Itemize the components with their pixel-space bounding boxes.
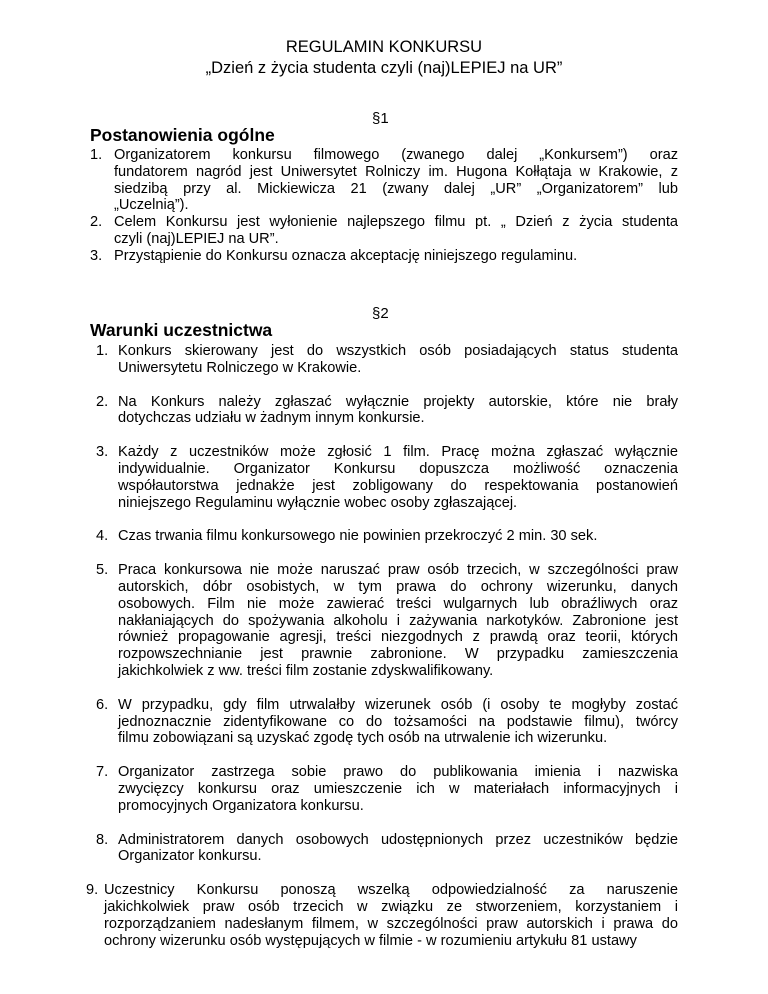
list-item-line: Uczestnicy Konkursu ponoszą wszelką odpowiedzialność za naruszenie [104,882,678,899]
list-item [0,394,768,428]
section-2-mark: §2 [372,305,389,322]
list-item-number: 3. [90,247,103,264]
list-item-line: „Uczelnią”). [114,197,189,214]
list-item-line: czyli (naj)LEPIEJ na UR”. [114,230,279,247]
list-item-text [114,248,678,265]
list-item-line: W przypadku, gdy film utrwalałby wizerunek osób (i osoby te mogłyby zostać [118,696,678,713]
list-item-line: jakichkolwiek z ww. treści film zostanie zdyskwalifikowany. [118,662,494,679]
list-item [0,444,768,511]
list-item-number: 1. [90,147,103,163]
section-2-list [0,343,768,949]
list-item-text [118,528,678,545]
list-item-line: Administratorem danych osobowych udostępnionych przez uczestników będzie [118,831,678,848]
list-item-line: promocyjnych Organizatora konkursu. [118,797,364,814]
list-item-number: 6. [96,696,109,713]
list-item [0,343,768,377]
list-item-line: Każdy z uczestników może zgłosić 1 film. Pracę można zgłaszać wyłącznie [118,444,678,461]
list-item-line: Organizator zastrzega sobie prawo do publikowania imienia i nazwiska [118,764,678,781]
list-item-line: Czas trwania filmu konkursowego nie powinien przekroczyć 2 min. 30 sek. [118,528,598,545]
list-item-text [114,214,678,248]
list-item-text [118,832,678,866]
list-item-number: 2. [90,214,103,231]
list-item-text [104,882,678,949]
list-item [0,697,768,747]
list-item-line: siedzibą przy al. Mickiewicza 21 (zwany dalej „UR” „Organizatorem” lub [114,180,678,197]
section-1-heading: Postanowienia ogólne [90,125,275,145]
section-2-heading: Warunki uczestnictwa [90,320,273,340]
title-line-1: REGULAMIN KONKURSU [285,38,483,56]
list-item-number: 3. [96,444,109,461]
list-item-line: fundatorem nagród jest Uniwersytet Rolniczy im. Hugona Kołłątaja w Krakowie, z [114,163,678,180]
list-item-text [118,562,678,680]
list-item-text [118,444,678,511]
list-item-line: autorskich, dóbr osobistych, w tym prawa do ochrony wizerunku, danych [118,578,678,595]
list-item-line: ochrony wizerunku osób występujących w filmie - w rozumieniu artykułu 81 ustawy [104,932,637,949]
list-item-number: 8. [96,831,109,848]
title-line-2: „Dzień z życia studenta czyli (naj)LEPIEJ na UR” [205,59,563,77]
list-item-line: współautorstwa jednakże jest zobligowany do respektowania postanowień [118,477,678,494]
list-item-line: dotychczas udziału w żadnym innym konkursie. [118,410,425,427]
list-item [0,248,768,265]
list-item-text [118,764,678,814]
list-item [0,562,768,680]
section-1-list [0,147,768,265]
list-item-number: 7. [96,764,109,781]
list-item-line: filmu zobowiązani są uzyskać zgodę tych osób na utrwalenie ich wizerunku. [118,730,608,747]
list-item-line: Celem Konkursu jest wyłonienie najlepszego filmu pt. „ Dzień z życia studenta [114,214,678,231]
list-item-text [118,394,678,428]
list-item-number: 5. [96,562,109,579]
list-item-line: rozporządzaniem nadesłanym filmem, w szczególności praw autorskich i prawa do [104,915,678,932]
list-item-text [118,697,678,747]
list-item-line: Uniwersytetu Rolniczego w Krakowie. [118,359,362,376]
list-item-number: 2. [96,393,109,410]
list-item-line: jakichkolwiek praw osób trzecich w związku ze stworzeniem, korzystaniem i [104,898,678,915]
list-item [0,528,768,545]
list-item-line: Praca konkursowa nie może naruszać praw osób trzecich, w szczególności praw [118,562,678,579]
list-item-line: Organizatorem konkursu filmowego (zwanego dalej „Konkursem”) oraz [114,147,678,163]
section-1-mark: §1 [372,110,389,127]
list-item-line: jednoznacznie zidentyfikowane co do tożsamości na podstawie filmu), twórcy [118,713,678,730]
list-item-number: 9. [86,882,99,899]
list-item-line: Na Konkurs należy zgłaszać wyłącznie projekty autorskie, które nie brały [118,393,678,410]
list-item-line: Konkurs skierowany jest do wszystkich osób posiadających status studenta [118,343,678,359]
list-item-line: indywidualnie. Organizator Konkursu dopuszcza możliwość oznaczenia [118,460,678,477]
list-item-text [118,343,678,377]
list-item-line: zwycięzcy konkursu oraz umieszczenie ich w materiałach informacyjnych i [118,780,678,797]
list-item [0,832,768,866]
list-item-line: osobowych. Film nie może zawierać treści wulgarnych lub obraźliwych oraz [118,595,678,612]
list-item-line: rozpowszechnianie jest prawnie zabronione. W przypadku zamieszczenia [118,646,678,663]
list-item-line: również propagowanie agresji, treści niezgodnych z prawdą oraz teorii, których [118,629,678,646]
list-item-number: 4. [96,528,109,545]
document-title [0,37,768,79]
list-item-line: Przystąpienie do Konkursu oznacza akceptację niniejszego regulaminu. [114,247,578,264]
list-item-text [114,147,678,214]
list-item [0,882,768,949]
list-item-line: niniejszego Regulaminu wyłącznie wobec osoby zgłaszającej. [118,494,518,511]
list-item-line: nakłaniających do spożywania alkoholu i zażywania narkotyków. Zabronione jest [118,612,678,629]
list-item-number: 1. [96,343,109,359]
list-item [0,147,768,214]
list-item [0,214,768,248]
list-item [0,764,768,814]
list-item-line: Organizator konkursu. [118,848,262,865]
